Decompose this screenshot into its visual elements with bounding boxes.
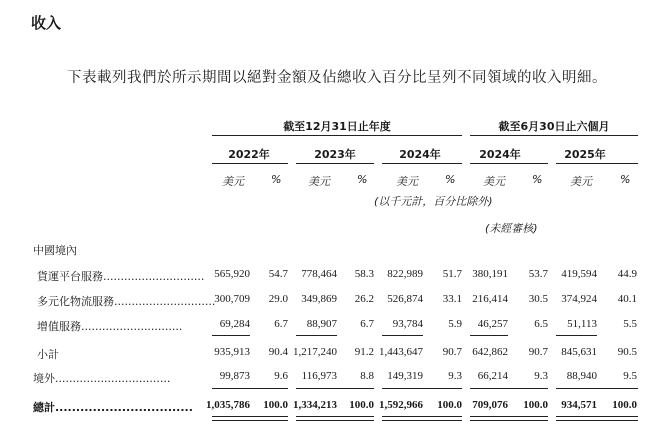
unit-amount: 美元: [570, 175, 592, 188]
cell-value: 9.3: [448, 370, 462, 382]
year-underline: [470, 163, 548, 164]
cell-value: 26.2: [354, 293, 374, 305]
cell-value: 374,924: [561, 293, 597, 305]
unit-percent: %: [620, 173, 631, 186]
cell-value-total: 100.0: [349, 399, 374, 411]
unit-percent: %: [532, 173, 543, 186]
period-header-fiscal-year: 截至12月31日止年度: [283, 120, 391, 133]
cell-value: 349,869: [301, 293, 337, 305]
total-double-rule: [556, 416, 638, 421]
cell-value: 6.5: [534, 318, 548, 330]
cell-value: 380,191: [472, 268, 508, 280]
year-underline: [296, 163, 374, 164]
cell-value: 419,594: [561, 268, 597, 280]
domestic-group-label: 中國境內: [33, 244, 77, 257]
unaudited-note: (未經審核): [485, 222, 538, 235]
row-label-total: 總計.................................: [33, 401, 193, 414]
currency-note: (以千元計，百分比除外): [374, 195, 493, 208]
year-header: 2025年: [564, 148, 606, 161]
cell-value: 51.7: [442, 268, 462, 280]
cell-value: 88,907: [306, 318, 337, 330]
cell-value: 1,443,647: [379, 346, 423, 358]
cell-value: 642,862: [472, 346, 508, 358]
cell-value: 778,464: [301, 268, 337, 280]
row-label: 多元化物流服務.............................: [37, 295, 216, 308]
year-header: 2024年: [399, 148, 441, 161]
cell-value-total: 934,571: [561, 399, 597, 411]
total-double-rule: [470, 416, 548, 421]
total-rule: [382, 388, 462, 389]
year-header: 2024年: [479, 148, 521, 161]
cell-value: 6.7: [274, 318, 288, 330]
cell-value: 53.7: [528, 268, 548, 280]
cell-value-total: 100.0: [523, 399, 548, 411]
cell-value: 88,940: [566, 370, 597, 382]
cell-value: 30.5: [528, 293, 548, 305]
unit-amount: 美元: [483, 175, 505, 188]
cell-value: 8.8: [360, 370, 374, 382]
total-rule: [470, 388, 548, 389]
cell-value: 216,414: [472, 293, 508, 305]
cell-value: 935,913: [214, 346, 250, 358]
cell-value: 822,989: [387, 268, 423, 280]
cell-value-total: 100.0: [612, 399, 637, 411]
cell-value: 58.3: [354, 268, 374, 280]
total-double-rule: [212, 416, 288, 421]
cell-value: 91.2: [354, 346, 374, 358]
subtotal-rule: [382, 335, 423, 336]
cell-value: 44.9: [617, 268, 637, 280]
year-underline: [212, 163, 288, 164]
cell-value: 300,709: [214, 293, 250, 305]
cell-value-total: 709,076: [472, 399, 508, 411]
cell-value-total: 1,334,213: [293, 399, 337, 411]
cell-value: 565,920: [214, 268, 250, 280]
cell-value: 90.4: [268, 346, 288, 358]
cell-value: 6.7: [360, 318, 374, 330]
cell-value: 845,631: [561, 346, 597, 358]
cell-value: 526,874: [387, 293, 423, 305]
cell-value: 93,784: [392, 318, 423, 330]
total-rule: [296, 388, 374, 389]
cell-value-total: 100.0: [263, 399, 288, 411]
subtotal-rule: [556, 335, 597, 336]
cell-value: 99,873: [219, 370, 250, 382]
cell-value: 33.1: [442, 293, 462, 305]
unit-amount: 美元: [396, 175, 418, 188]
row-label: 小計: [37, 348, 59, 361]
cell-value: 9.6: [274, 370, 288, 382]
cell-value: 5.5: [623, 318, 637, 330]
cell-value: 51,113: [567, 318, 597, 330]
cell-value: 1,217,240: [293, 346, 337, 358]
year-underline: [556, 163, 638, 164]
cell-value: 9.3: [534, 370, 548, 382]
cell-value: 69,284: [219, 318, 250, 330]
total-double-rule: [382, 416, 462, 421]
cell-value: 54.7: [268, 268, 288, 280]
intro-paragraph: 下表載列我們於所示期間以絕對金額及佔總收入百分比呈列不同領域的收入明細。: [67, 70, 607, 86]
total-rule: [556, 388, 638, 389]
period-underline: [470, 135, 638, 136]
unit-amount: 美元: [222, 175, 244, 188]
year-header: 2023年: [314, 148, 356, 161]
cell-value-total: 1,035,786: [206, 399, 250, 411]
cell-value-total: 100.0: [437, 399, 462, 411]
section-heading: 收入: [31, 14, 62, 32]
total-double-rule: [296, 416, 374, 421]
subtotal-rule: [296, 335, 337, 336]
total-rule: [212, 388, 288, 389]
unit-amount: 美元: [308, 175, 330, 188]
subtotal-rule: [212, 335, 250, 336]
unit-percent: %: [445, 173, 456, 186]
cell-value: 46,257: [477, 318, 508, 330]
row-label: 境外.................................: [33, 372, 171, 385]
cell-value: 90.7: [528, 346, 548, 358]
cell-value: 5.9: [448, 318, 462, 330]
period-underline: [212, 135, 462, 136]
cell-value: 29.0: [268, 293, 288, 305]
period-header-six-months: 截至6月30日止六個月: [498, 120, 610, 133]
cell-value-total: 1,592,966: [379, 399, 423, 411]
cell-value: 9.5: [623, 370, 637, 382]
subtotal-rule: [470, 335, 508, 336]
row-label: 貨運平台服務.............................: [37, 270, 205, 283]
unit-percent: %: [271, 173, 282, 186]
cell-value: 90.7: [442, 346, 462, 358]
cell-value: 66,214: [477, 370, 508, 382]
year-underline: [382, 163, 462, 164]
cell-value: 90.5: [617, 346, 637, 358]
year-header: 2022年: [228, 148, 270, 161]
row-label: 增值服務.............................: [37, 320, 183, 333]
unit-percent: %: [357, 173, 368, 186]
cell-value: 149,319: [387, 370, 423, 382]
cell-value: 40.1: [617, 293, 637, 305]
cell-value: 116,973: [301, 370, 337, 382]
